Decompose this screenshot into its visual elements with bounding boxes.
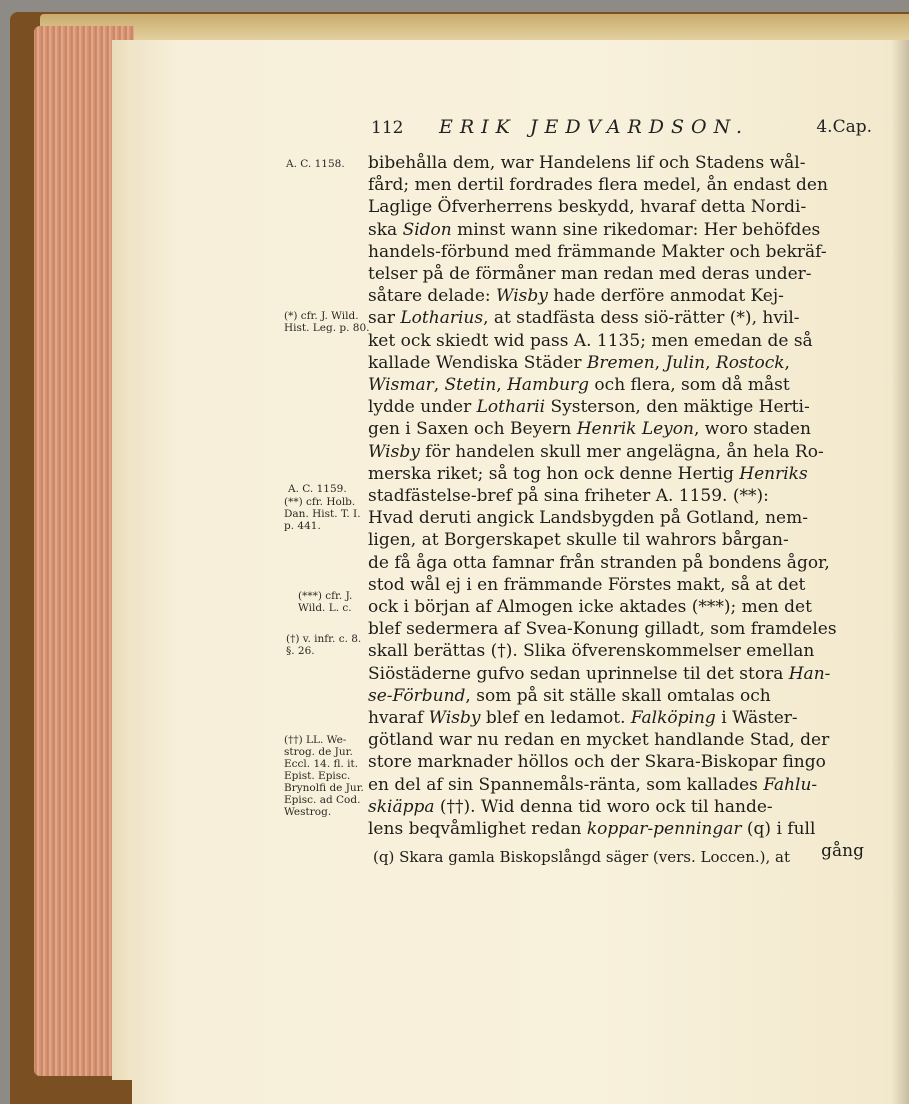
gutter-shadow xyxy=(891,40,909,1104)
margin-note-line: Episc. ad Cod. xyxy=(284,794,361,806)
margin-note xyxy=(298,590,352,614)
text-line xyxy=(368,330,864,352)
text-segment: ock i början af Almogen icke aktades (***); men det xyxy=(368,597,812,618)
text-line xyxy=(368,307,864,329)
margin-note-line: (***) cfr. J. xyxy=(298,590,353,602)
text-segment: handels-förbund med främmande Makter och bekräf- xyxy=(368,241,827,262)
text-line xyxy=(368,241,864,263)
text-segment: för handelen skull mer angelägna, ån hela Ro- xyxy=(419,441,824,462)
text-segment: Lotharii xyxy=(476,397,546,418)
footnote: (q) Skara gamla Biskopslångd säger (vers. Loccen.), at xyxy=(373,848,790,866)
text-segment: Henriks xyxy=(739,463,808,484)
text-segment: store marknader höllos och der Skara-Biskopar fingo xyxy=(368,752,826,773)
text-segment: Hamburg xyxy=(507,375,590,396)
margin-note-line: Eccl. 14. fl. it. xyxy=(284,758,359,770)
text-line xyxy=(368,729,864,751)
text-segment: telser på de förmåner man redan med deras under- xyxy=(368,264,812,285)
text-segment: blef en ledamot. xyxy=(480,708,631,729)
margin-note-line: (†) v. infr. c. 8. xyxy=(286,633,362,645)
text-segment: , xyxy=(496,375,508,396)
running-title: ERIK JEDVARDSON. xyxy=(439,116,750,138)
margin-note-line: Wild. L. c. xyxy=(298,602,352,614)
text-segment: , xyxy=(705,352,716,373)
text-line xyxy=(368,796,864,818)
margin-note xyxy=(284,496,361,532)
text-segment: Wisby xyxy=(428,708,481,729)
text-segment: stod wål ej i en främmande Förstes makt, så at det xyxy=(368,574,806,595)
text-segment: stadfästelse-bref på sina friheter A. 1159. (**): xyxy=(368,486,769,507)
text-segment: lydde under xyxy=(368,397,477,418)
text-segment: lens beqvåmlighet redan xyxy=(368,819,587,840)
text-line xyxy=(368,174,864,196)
text-segment: , som på sit ställe skall omtalas och xyxy=(465,685,771,706)
text-segment: Rostock xyxy=(715,352,785,373)
text-line xyxy=(368,219,864,241)
text-line xyxy=(368,640,864,662)
text-line xyxy=(368,418,864,440)
text-line xyxy=(368,485,864,507)
text-segment: koppar-penningar xyxy=(586,819,742,840)
margin-note-line: (**) cfr. Holb. xyxy=(284,496,356,508)
text-segment: sar xyxy=(368,308,401,329)
catchword: gång xyxy=(821,841,864,862)
text-segment: merska riket; så tog hon ock denne Hertig xyxy=(368,463,740,484)
text-line xyxy=(368,751,864,773)
text-segment: Henrik Leyon xyxy=(576,419,694,440)
margin-note xyxy=(286,158,345,170)
text-segment: blef sedermera af Svea-Konung gilladt, som framdeles xyxy=(368,619,837,640)
text-line xyxy=(368,263,864,285)
text-segment: , xyxy=(784,352,790,373)
text-segment: (q) i full xyxy=(741,819,816,840)
text-line xyxy=(368,774,864,796)
text-line xyxy=(368,618,864,640)
text-segment: fård; men dertil fordrades flera medel, ån endast den xyxy=(368,175,828,196)
text-segment: Systerson, den mäktige Herti- xyxy=(545,397,810,418)
margin-note xyxy=(286,633,361,657)
text-line xyxy=(368,685,864,707)
text-segment: Wisby xyxy=(496,286,548,307)
text-segment: hvaraf xyxy=(368,708,429,729)
text-segment: , xyxy=(433,375,445,396)
main-text xyxy=(368,152,864,863)
text-line xyxy=(368,552,864,574)
text-line xyxy=(368,152,864,174)
text-line xyxy=(368,285,864,307)
text-segment: hade derföre anmodat Kej- xyxy=(547,286,784,307)
text-segment: såtare delade: xyxy=(368,286,497,307)
page-header xyxy=(365,114,880,144)
text-segment: minst wann sine rikedomar: Her behöfdes xyxy=(451,219,821,240)
text-line xyxy=(368,574,864,596)
text-segment: , at stadfästa dess siö-rätter (*), hvil- xyxy=(483,308,800,329)
page-number: 112 xyxy=(371,118,404,138)
text-segment: Falköping xyxy=(630,708,716,729)
margin-note-line: Epist. Episc. xyxy=(284,770,351,782)
margin-note-line: Hist. Leg. p. 80. xyxy=(284,322,370,334)
text-line xyxy=(368,374,864,396)
margin-note-line: A. C. 1158. xyxy=(286,158,345,170)
margin-note-line: Westrog. xyxy=(284,806,332,818)
text-segment: Wisby xyxy=(368,441,420,462)
text-segment: Lotharius xyxy=(400,308,484,329)
margin-note-line: (††) LL. We- xyxy=(284,734,347,746)
text-line xyxy=(368,529,864,551)
margin-note-line: Brynolfi de Jur. xyxy=(284,782,364,794)
text-segment: ket ock skiedt wid pass A. 1135; men emedan de så xyxy=(368,330,813,351)
text-segment: Wismar xyxy=(368,375,434,396)
text-segment: bibehålla dem, war Handelens lif och Stadens wål- xyxy=(368,153,806,173)
margin-note xyxy=(284,734,364,818)
text-segment: , xyxy=(654,352,666,373)
text-segment: , woro staden xyxy=(693,419,811,440)
text-segment: gen i Saxen och Beyern xyxy=(368,419,577,440)
text-line xyxy=(368,818,864,840)
chapter-label: 4.Cap. xyxy=(816,117,872,137)
text-segment: ska xyxy=(368,219,403,240)
text-segment: se-Förbund xyxy=(368,685,466,706)
margin-note-line: A. C. 1159. xyxy=(288,483,347,495)
text-segment: Julin xyxy=(665,352,706,373)
text-line xyxy=(368,707,864,729)
text-line xyxy=(368,196,864,218)
margin-note-line: strog. de Jur. xyxy=(284,746,353,758)
text-line xyxy=(368,352,864,374)
text-line xyxy=(368,463,864,485)
text-segment: de få åga otta famnar från stranden på bondens ågor, xyxy=(368,552,830,573)
text-segment: ligen, at Borgerskapet skulle til wahrors bårgan- xyxy=(368,530,789,551)
text-segment: skiäppa xyxy=(368,796,435,817)
margin-note xyxy=(288,483,347,495)
margin-note-line: (*) cfr. J. Wild. xyxy=(284,310,359,322)
text-segment: (††). Wid denna tid woro ock til hande- xyxy=(434,796,773,817)
text-segment: och flera, som då måst xyxy=(589,375,790,396)
text-segment: Bremen xyxy=(586,352,655,373)
text-segment: Sidon xyxy=(402,219,452,240)
text-segment: Hvad deruti angick Landsbygden på Gotland, nem- xyxy=(368,508,808,529)
margin-note-line: Dan. Hist. T. I. xyxy=(284,508,361,520)
text-segment: götland war nu redan en mycket handlande Stad, der xyxy=(368,730,830,751)
text-line xyxy=(368,507,864,529)
text-segment: Stetin xyxy=(444,375,497,396)
text-line xyxy=(368,396,864,418)
text-segment: Laglige Öfverherrens beskydd, hvaraf detta Nordi- xyxy=(368,197,807,218)
text-segment: Siöstäderne gufvo sedan uprinnelse til det stora xyxy=(368,663,789,684)
text-segment: skall berättas (†). Slika öfverenskommelser emellan xyxy=(368,641,815,662)
text-segment: kallade Wendiska Städer xyxy=(368,352,587,373)
text-segment: i Wäster- xyxy=(715,708,798,729)
text-segment: Han- xyxy=(788,663,831,684)
margin-note xyxy=(284,310,369,334)
margin-note-line: p. 441. xyxy=(284,520,321,532)
text-line xyxy=(368,663,864,685)
text-line xyxy=(368,596,864,618)
margin-note-line: §. 26. xyxy=(286,645,315,657)
text-segment: en del af sin Spannemåls-ränta, som kallades xyxy=(368,774,764,795)
text-line xyxy=(368,441,864,463)
text-segment: Fahlu- xyxy=(763,774,818,795)
